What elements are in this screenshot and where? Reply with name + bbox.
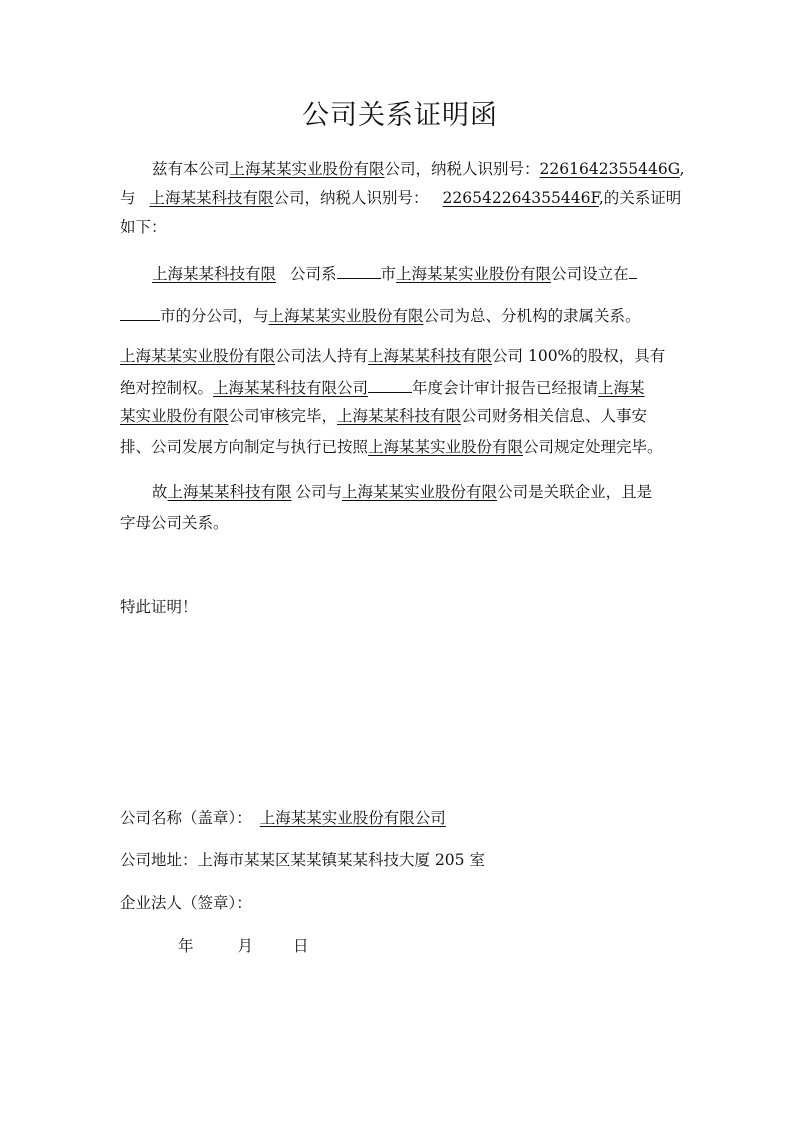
company-name: 上海某某实业股份有限	[229, 160, 385, 178]
month-label: 月	[237, 937, 254, 955]
paragraph-1-line-1	[152, 158, 685, 180]
blank-field	[629, 260, 637, 279]
text: 年度会计审计报告已经报请	[412, 379, 599, 397]
company-name: 上海某某科技有限	[337, 407, 462, 425]
address-value: 上海市某某区某某镇某某科技大厦 205 室	[197, 851, 485, 869]
text: 公司设立在	[551, 265, 629, 283]
tax-id: 2261642355446G	[539, 160, 680, 178]
company-name: 上海某某实业股份有限	[396, 265, 552, 283]
text: 公司财务相关信息、人事安	[461, 407, 648, 425]
legal-rep-label: 企业法人（签章）：	[120, 894, 252, 912]
text: 字母公司关系。	[120, 514, 229, 532]
company-name: 上海某某实业股份有限	[268, 307, 424, 325]
text: ,的关系证明	[598, 189, 682, 207]
text: 公司 100%的股权，具有	[492, 347, 666, 365]
text: 兹有本公司	[152, 160, 230, 178]
text: 公司法人持有	[275, 347, 369, 365]
text: ,	[679, 160, 685, 178]
text: 公司，纳税人识别号：	[384, 160, 540, 178]
date-row	[178, 935, 309, 957]
paragraph-4-line-1	[152, 481, 652, 503]
company-name: 上海某某科技有限	[152, 265, 277, 283]
paragraph-3-line-4	[120, 436, 663, 458]
company-name: 上海某某科技有限	[149, 189, 274, 207]
text: 故	[152, 483, 168, 501]
company-name: 某实业股份有限	[120, 407, 229, 425]
text: 公司，纳税人识别号：	[273, 189, 429, 207]
company-label: 公司名称（盖章）：	[120, 809, 252, 827]
paragraph-2-line-2	[120, 302, 641, 327]
text: 公司系	[290, 265, 337, 283]
text: 绝对控制权。	[120, 379, 214, 397]
paragraph-3-line-2	[120, 374, 645, 399]
text: 市的分公司，与	[160, 307, 269, 325]
text: 如下：	[120, 218, 167, 236]
paragraph-1-line-2	[120, 187, 681, 209]
paragraph-4-line-2	[120, 512, 229, 534]
paragraph-1-line-3	[120, 216, 167, 238]
paragraph-2-line-1	[152, 260, 637, 285]
address-label: 公司地址：	[120, 851, 198, 869]
company-name: 上海某某科技有限公司	[213, 379, 369, 397]
paragraph-3-line-1	[120, 345, 665, 367]
company-name: 上海某某科技有限	[167, 483, 292, 501]
text: 市	[380, 265, 397, 283]
company-name: 上海某某实业股份有限	[368, 438, 524, 456]
text: 公司规定处理完毕。	[523, 438, 663, 456]
company-name: 上海某某科技有限	[368, 347, 493, 365]
document-title: 公司关系证明函	[302, 100, 498, 131]
paragraph-3-line-3	[120, 405, 647, 427]
tax-id: 226542264355446F	[442, 189, 599, 207]
company-name: 上海某某实业股份有限	[342, 483, 498, 501]
company-name: 上海某	[598, 379, 645, 397]
company-name: 上海某某实业股份有限	[120, 347, 276, 365]
company-name-row	[120, 807, 446, 829]
text: 公司是关联企业，且是	[497, 483, 653, 501]
legal-rep-row	[120, 892, 252, 914]
blank-field	[368, 374, 412, 393]
text: 与	[120, 189, 136, 207]
text: 排、公司发展方向制定与执行已按照	[120, 438, 369, 456]
year-label: 年	[178, 937, 194, 955]
text: 公司与	[295, 483, 343, 501]
closing-text: 特此证明！	[120, 598, 198, 616]
text: 公司为总、分机构的隶属关系。	[423, 307, 641, 325]
company-address-row	[120, 849, 485, 871]
blank-field	[337, 260, 381, 279]
day-label: 日	[293, 937, 309, 955]
blank-field	[120, 302, 160, 321]
text: 公司审核完毕，	[228, 407, 338, 425]
company-value: 上海某某实业股份有限公司	[259, 809, 446, 827]
